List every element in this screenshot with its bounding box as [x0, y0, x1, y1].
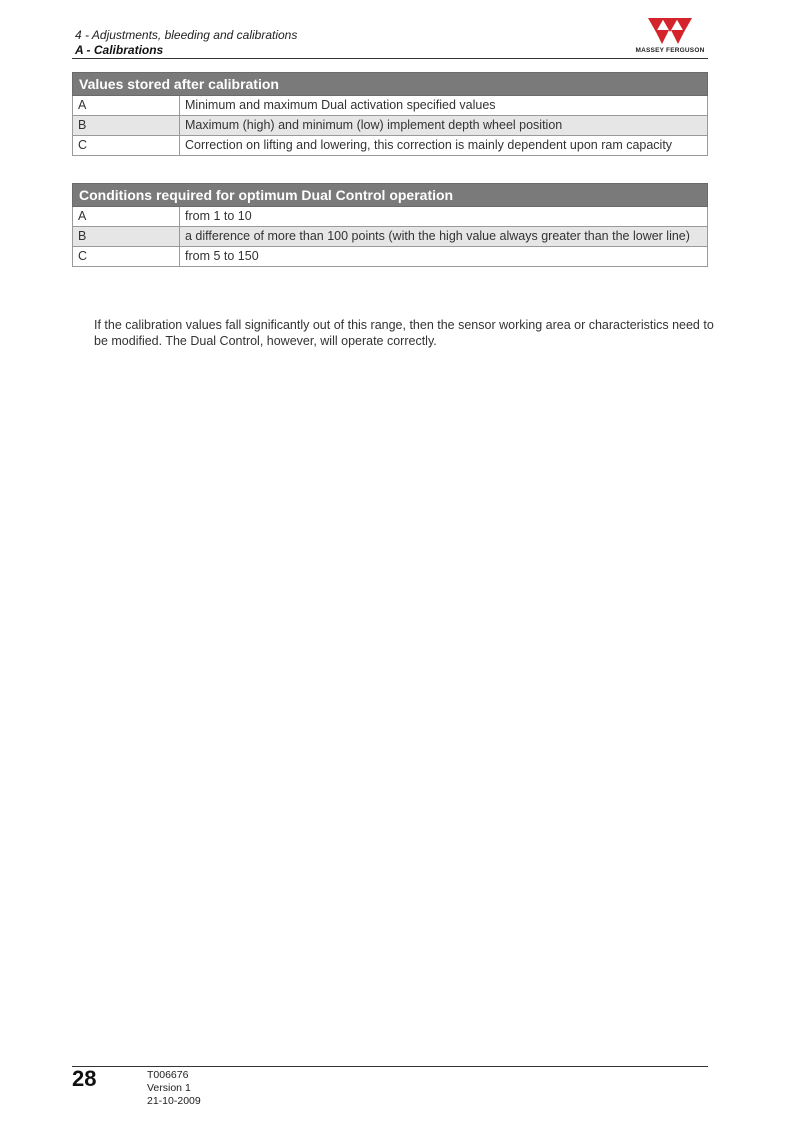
table-row: [73, 116, 708, 136]
table-title: Conditions required for optimum Dual Control operation: [73, 184, 708, 207]
conditions-table: [72, 183, 708, 267]
table-row: [73, 227, 708, 247]
row-key: A: [73, 96, 180, 116]
subsection-title: A - Calibrations: [75, 43, 164, 57]
section-title: 4 - Adjustments, bleeding and calibrations: [75, 28, 298, 42]
table-row: [73, 96, 708, 116]
row-value: from 1 to 10: [180, 207, 708, 227]
table-row: [73, 136, 708, 156]
row-value: from 5 to 150: [180, 247, 708, 267]
calibration-note: If the calibration values fall significantly out of this range, then the sensor working area or characteristics need to be modified. The Dual Control, however, will operate correctly.: [94, 317, 714, 348]
document-info: [147, 1069, 201, 1108]
header-divider: [72, 58, 708, 59]
values-stored-table: [72, 72, 708, 156]
footer-divider: [72, 1066, 708, 1067]
row-key: C: [73, 136, 180, 156]
row-value: Maximum (high) and minimum (low) implement depth wheel position: [180, 116, 708, 136]
document-code: T006676: [147, 1069, 189, 1081]
row-value: Minimum and maximum Dual activation specified values: [180, 96, 708, 116]
document-date: 21-10-2009: [147, 1095, 201, 1107]
row-value: Correction on lifting and lowering, this correction is mainly dependent upon ram capacity: [180, 136, 708, 156]
row-key: A: [73, 207, 180, 227]
table-row: [73, 247, 708, 267]
table-title: Values stored after calibration: [73, 73, 708, 96]
document-version: Version 1: [147, 1082, 191, 1094]
brand-name: MASSEY FERGUSON: [635, 47, 705, 54]
row-key: B: [73, 116, 180, 136]
row-key: C: [73, 247, 180, 267]
table-row: [73, 207, 708, 227]
brand-logo: [630, 14, 710, 58]
triple-triangle-logo-icon: [630, 14, 710, 46]
row-value: a difference of more than 100 points (with the high value always greater than the lower line): [180, 227, 708, 247]
row-key: B: [73, 227, 180, 247]
page-number: 28: [72, 1066, 97, 1091]
